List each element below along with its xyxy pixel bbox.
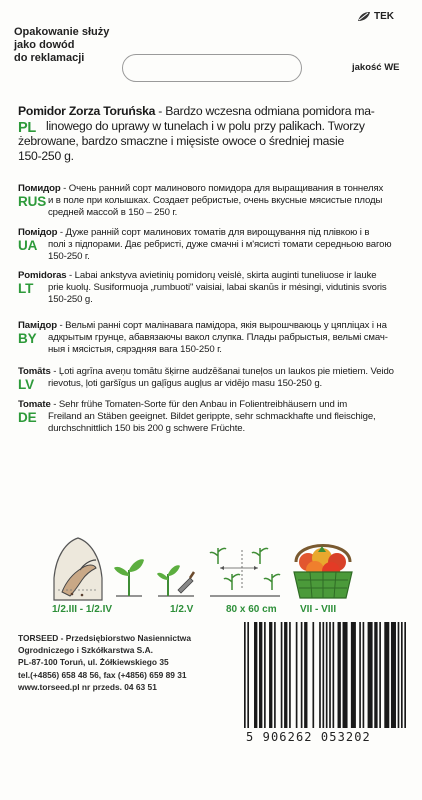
barcode-bar <box>351 622 356 728</box>
description-line: Freiland an Stäben geeignet. Bildet gerippte, sehr schmackhafte und fleischige, <box>48 410 376 422</box>
seedling-icon <box>112 544 146 600</box>
language-code: LV <box>18 377 35 392</box>
planting-trowel-icon <box>156 544 196 600</box>
barcode-bar <box>304 622 307 728</box>
description-line: prie kuolų. Susiformuoja „rumbuoti" vaisiai, labai skanūs ir mėsingi, vidutinis svoris <box>48 281 387 293</box>
language-code: PL <box>18 120 37 136</box>
barcode-bar <box>368 622 373 728</box>
barcode-bar <box>363 622 365 728</box>
leaf-logo-icon <box>357 11 371 22</box>
description-line: средней массой в 150 – 250 г. <box>48 206 178 218</box>
brand-mark <box>357 11 394 22</box>
language-code: RUS <box>18 194 47 209</box>
barcode-bar <box>343 622 348 728</box>
planting-period-label: 1/2.V <box>170 604 194 615</box>
description-pl <box>18 104 414 164</box>
barcode-bar <box>326 622 328 728</box>
barcode-bar <box>398 622 400 728</box>
description-line: żebrowane, bardzo smaczne i mięsiste owoce o średniej masie <box>18 134 344 148</box>
barcode-bar <box>289 622 291 728</box>
barcode-bar <box>274 622 276 728</box>
barcode-bar <box>379 622 381 728</box>
language-code: BY <box>18 331 37 346</box>
description-line: Pomidoras - Labai ankstyva avietinių pomidorų veislė, skirta auginti tuneliuose ir lauke <box>18 270 377 281</box>
company-line: tel.(+4856) 658 48 56, fax (+4856) 659 89 31 <box>18 669 187 680</box>
barcode <box>240 622 410 728</box>
barcode-bar <box>374 622 377 728</box>
description-line: полі з підпорами. Дає ребристі, дуже смачні і м'ясисті томати середньою вагою <box>48 238 392 250</box>
description-line: Pomidor Zorza Toruńska - Bardzo wczesna odmiana pomidora ma- <box>18 104 375 118</box>
sowing-hand-icon <box>52 534 104 602</box>
description-line: ныя і мясістыя, сярэдняя вага 150-250 г. <box>48 343 222 355</box>
variety-title: Помідор <box>18 227 58 238</box>
language-code: DE <box>18 410 37 425</box>
spacing-label: 80 x 60 cm <box>226 604 277 615</box>
barcode-bar <box>333 622 335 728</box>
harvest-period-label: VII - VIII <box>300 604 337 615</box>
brand-text: TEK <box>374 11 394 22</box>
description-line: linowego do uprawy w tunelach i w polu przy palikach. Tworzy <box>46 119 365 133</box>
description-line: 150-250 г. <box>48 250 90 262</box>
barcode-bar <box>322 622 324 728</box>
variety-title: Tomāts <box>18 366 51 377</box>
company-line: www.torseed.pl nr przeds. 04 63 51 <box>18 681 157 692</box>
hanger-slot <box>122 54 302 82</box>
barcode-bar <box>312 622 314 728</box>
cultivation-pictograms <box>50 530 370 602</box>
pictogram-labels <box>0 604 422 618</box>
description-lv <box>18 366 414 390</box>
barcode-bar <box>284 622 287 728</box>
barcode-bar <box>329 622 331 728</box>
variety-title: Tomate <box>18 399 51 410</box>
harvest-basket-icon <box>290 532 356 602</box>
description-rus <box>18 183 414 218</box>
description-line: rievotus, ļoti garšīgus un gaļīgus augļus ar vidējo masu 150-250 g. <box>48 377 323 389</box>
barcode-bar <box>401 622 403 728</box>
description-ua <box>18 227 414 262</box>
variety-title: Pomidoras <box>18 270 67 281</box>
notice-line: do reklamacji <box>14 52 85 64</box>
barcode-bar <box>269 622 272 728</box>
description-line: Помідор - Дуже ранній сорт малинових томатів для вирощування під плівкою і в <box>18 227 370 238</box>
variety-title: Pomidor Zorza Toruńska <box>18 104 156 118</box>
barcode-bar <box>264 622 266 728</box>
barcode-bar <box>296 622 298 728</box>
company-line: TORSEED - Przedsiębiorstwo Nasiennictwa <box>18 633 191 643</box>
language-code: UA <box>18 238 38 253</box>
barcode-bar <box>259 622 262 728</box>
description-lt <box>18 270 414 305</box>
description-line: Памідор - Вельмі ранні сорт малінавага памідора, якія вырошчваюць у цяпліцах і на <box>18 320 387 331</box>
description-line: Tomāts - Ļoti agrīna aveņu tomātu šķirne audzēšanai tuneļos un laukos pie mietiem. Veido <box>18 366 394 377</box>
description-de <box>18 399 414 434</box>
description-by <box>18 320 414 355</box>
plant-spacing-icon <box>208 540 282 600</box>
barcode-bar <box>338 622 341 728</box>
description-line: 150-250 g. <box>18 149 74 163</box>
barcode-bar <box>384 622 389 728</box>
description-line: адкрытым грунце, абавязаючы вакол слупка. Плады рабрыстыя, вельмі смач- <box>48 331 388 343</box>
barcode-bar <box>391 622 396 728</box>
description-line: Помидор - Очень ранний сорт малинового помидора для выращивания в тоннелях <box>18 183 384 194</box>
barcode-bar <box>359 622 361 728</box>
barcode-digits: 5 906262 053202 <box>246 730 371 744</box>
barcode-bar <box>319 622 321 728</box>
language-code: LT <box>18 281 34 296</box>
barcode-bar <box>281 622 283 728</box>
barcode-bar <box>254 622 257 728</box>
company-info <box>18 632 248 693</box>
company-line: PL-87-100 Toruń, ul. Żółkiewskiego 35 <box>18 657 169 668</box>
barcode-bar <box>301 622 303 728</box>
notice-line: jako dowód <box>14 39 75 51</box>
description-line: и в поле при колышках. Создает ребристые, очень вкусные мясистые плоды <box>48 194 383 206</box>
company-line: Ogrodniczego i Szkółkarstwa S.A. <box>18 645 153 656</box>
description-line: 150-250 g. <box>48 293 93 305</box>
quality-label: jakość WE <box>352 62 400 73</box>
description-line: durchschnittlich 150 bis 200 g schwere Früchte. <box>48 422 246 434</box>
barcode-bar <box>404 622 406 728</box>
variety-title: Помидор <box>18 183 61 194</box>
notice-line: Opakowanie służy <box>14 26 110 38</box>
complaint-notice <box>14 26 124 65</box>
sowing-period-label: 1/2.III - 1/2.IV <box>52 604 113 615</box>
description-line: Tomate - Sehr frühe Tomaten-Sorte für den Anbau in Folientreibhäusern und im <box>18 399 348 410</box>
barcode-bar <box>244 622 246 728</box>
variety-title: Памідор <box>18 320 57 331</box>
barcode-bar <box>247 622 249 728</box>
